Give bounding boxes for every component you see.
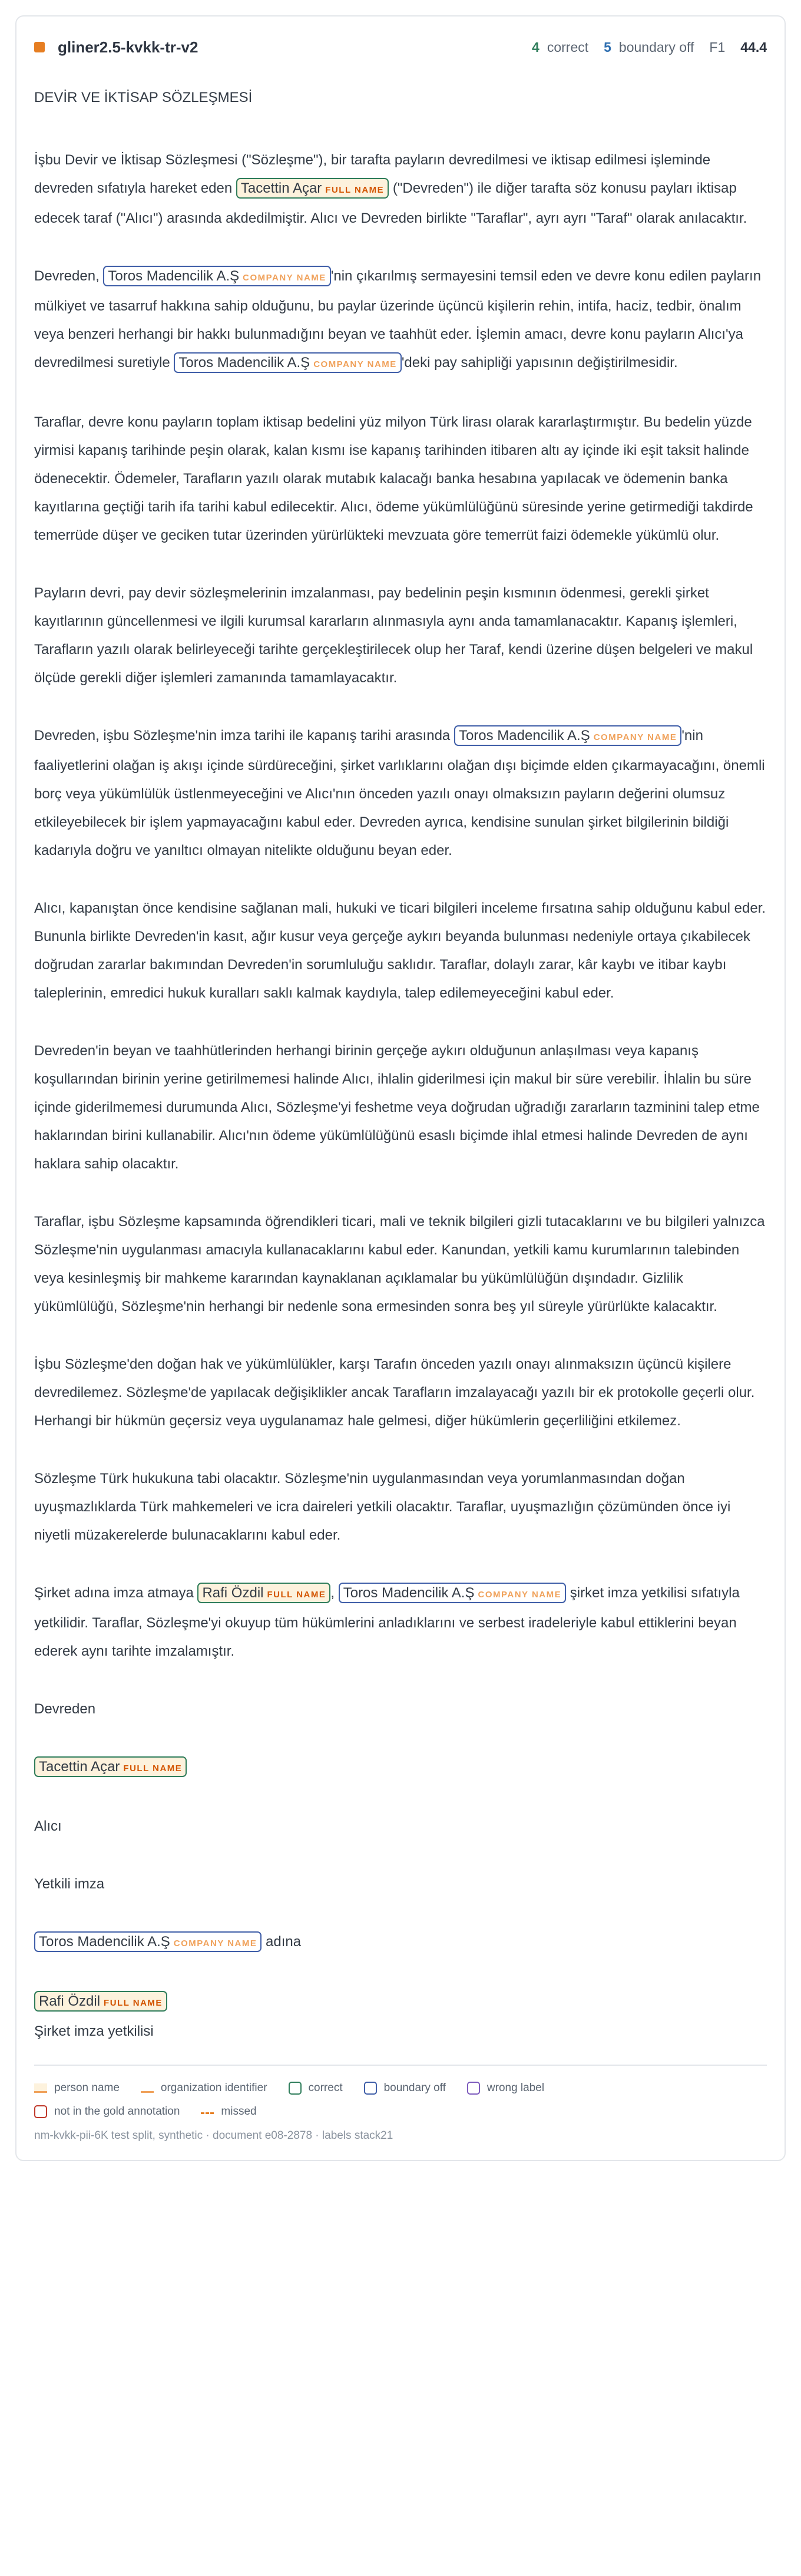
legend-row — [34, 2100, 767, 2123]
legend-label: correct — [308, 2082, 343, 2094]
legend-item-wrong — [467, 2076, 544, 2100]
person-swatch-icon — [34, 2083, 47, 2093]
signature-1 — [34, 1753, 767, 1783]
entity-person-correct[interactable] — [34, 1756, 187, 1777]
text-span: Şirket adına imza atmaya — [34, 1585, 198, 1601]
legend-label: person name — [54, 2082, 120, 2094]
result-card — [15, 15, 786, 2161]
paragraph-1 — [34, 146, 767, 233]
entity-label: COMPANY NAME — [173, 1938, 257, 1948]
legend — [16, 2066, 785, 2123]
paragraph-2 — [34, 262, 767, 379]
text-span: Devreden, işbu Sözleşme'nin imza tarihi ile kapanış tarihi arasında — [34, 728, 454, 744]
text-span: 'nin faaliyetlerini olağan iş akışı içinde sürdüreceğini, şirket varlıklarını olağan dışı biçimde elden çıkarmayacağını, önemli borç veya yükümlülük üstlenmeyeceğini ve Alıcı'nın önceden yazılı onayı olmaksızın payların değerini olumsuz etkileyebilecek bir işlem yapmayacağını kabul eder. Devreden ayrıca, kendisine sunulan şirket bilgilerinin bildiği kadarıyla doğru ve yanıltıcı olmayan nitelikte olduğunu beyan eder. — [34, 728, 765, 858]
card-header — [16, 16, 785, 78]
f1-value: 44.4 — [740, 39, 767, 55]
f1-label: F1 — [709, 39, 726, 55]
legend-item-missed — [201, 2100, 256, 2123]
wrong-box-icon — [467, 2082, 480, 2095]
legend-label: wrong label — [486, 2082, 545, 2094]
paragraph-3: Taraflar, devre konu payların toplam iktisap bedelini yüz milyon Türk lirası olarak kararlaştırmıştır. Bu bedelin yüzde yirmisi kapanış tarihinde peşin olarak, kalan kısmı ise kapanış tarihinden itibaren altı ay içinde iki eşit taksit halinde ödenecektir. Ödemeler, Tarafların yazılı olarak mutabık kalacağı banka hesabına yapılacak ve ödemenin banka kayıtlarına geçtiği tarih ifa tarihi kabul edilecektir. Alıcı, ödeme yükümlülüğünü süresinde yerine getirmediği takdirde temerrüde düşer ve geciken tutar üzerinden yürürlükteki mevzuata göre temerrüt faizi ödemekle yükümlü olur. — [34, 414, 753, 543]
signature-2 — [34, 1928, 767, 1958]
entity-label: COMPANY NAME — [593, 732, 677, 742]
paragraph-11 — [34, 1579, 767, 1666]
entity-org-boundary[interactable] — [339, 1583, 566, 1603]
entity-person-correct[interactable] — [197, 1583, 330, 1603]
signature-yetkili-label: Yetkili imza — [34, 1876, 105, 1892]
text-span: Devreden, — [34, 268, 104, 284]
legend-label: organization identifier — [160, 2082, 267, 2094]
model-name: gliner2.5-kvkk-tr-v2 — [58, 38, 198, 56]
org-swatch-icon — [141, 2083, 154, 2093]
entity-text: Rafi Özdil — [202, 1585, 264, 1601]
model-color-square-icon — [34, 42, 45, 52]
signature-alici-label: Alıcı — [34, 1818, 62, 1834]
signature-3 — [34, 1987, 767, 2017]
boundary-count: 5 — [604, 39, 611, 55]
metrics-summary — [532, 39, 767, 55]
entity-label: FULL NAME — [267, 1590, 326, 1600]
model-title — [34, 38, 198, 57]
paragraph-4: Payların devri, pay devir sözleşmelerinin imzalanması, pay bedelinin peşin kısmının ödenmesi, gerekli şirket kayıtlarının güncellenmesi ve ilgili kurumsal kararların alınmasıyla aynı anda tamamlanacaktır. Kapanış işlemleri, Tarafların yazılı olarak belirleyeceği tarihte gerçekleştirilecek olup her Taraf, kendi üzerine düşen belgeleri ve makul ölçüde gerekli diğer işlemleri zamanında tamamlayacaktır. — [34, 585, 753, 686]
signature-3-role: Şirket imza yetkilisi — [34, 2023, 154, 2039]
text-span: şirket imza yetkilisi sıfatıyla yetkilidir. Taraflar, Sözleşme'yi okuyup tüm hükümlerini anladıklarını ve serbest iradeleriyle kabul ettiklerini beyan ederek aynı tarihte imzalamıştır. — [34, 1585, 740, 1659]
boundary-box-icon — [364, 2082, 377, 2095]
entity-label: COMPANY NAME — [313, 359, 397, 369]
entity-org-boundary[interactable] — [454, 725, 681, 746]
footer-note: nm-kvkk-pii-6K test split, synthetic · document e08-2878 · labels stack21 — [34, 2129, 393, 2142]
legend-row — [34, 2076, 767, 2100]
entity-text: Tacettin Açar — [39, 1759, 120, 1775]
legend-item-not-gold — [34, 2100, 180, 2123]
legend-label: boundary off — [383, 2082, 446, 2094]
paragraph-8: Taraflar, işbu Sözleşme kapsamında öğrendikleri ticari, mali ve teknik bilgileri gizli tutacaklarını ve bu bilgileri yalnızca Sözleşme'nin uygulanması amacıyla kullanacaklarını kabul eder. Kanundan, yetkili kamu kurumlarının talebinden veya kesinleşmiş bir mahkeme kararından kaynaklanan açıklamalar bu yükümlülüğün dışındadır. Gizlilik yükümlülüğü, Sözleşme'nin herhangi bir nedenle sona ermesinden sonra beş yıl süreyle yürürlükte kalacaktır. — [34, 1214, 765, 1315]
entity-text: Toros Madencilik A.Ş — [343, 1585, 475, 1601]
entity-org-boundary[interactable] — [34, 1931, 262, 1952]
correct-label: correct — [547, 39, 589, 55]
paragraph-9: İşbu Sözleşme'den doğan hak ve yükümlülükler, karşı Tarafın önceden yazılı onayı alınmaksızın üçüncü kişilere devredilemez. Sözleşme'de yapılacak değişiklikler ancak Tarafların imzalayacağı yazılı bir ek protokolle geçerli olur. Herhangi bir hükmün geçersiz veya uygulanamaz hale gelmesi, diğer hükümlerin geçerliliğini etkilemez. — [34, 1356, 755, 1429]
entity-org-boundary[interactable] — [103, 266, 330, 286]
entity-person-correct[interactable] — [34, 1991, 167, 2012]
text-span: 'nin çıkarılmış sermayesini temsil eden ve devre konu edilen payların mülkiyet ve tasarruf hakkına sahip olduğunu, bu paylar üzerinde üçüncü kişilerin rehin, intifa, haciz, tedbir, önalım veya benzeri herhangi bir hakkı bulunmadığını beyan ve taahhüt eder. İşlemin amacı, devre konu payların Alıcı'ya devredilmesi suretiyle — [34, 268, 762, 371]
missed-dash-icon — [201, 2110, 214, 2114]
entity-text: Toros Madencilik A.Ş — [178, 355, 310, 371]
entity-label: FULL NAME — [104, 1998, 163, 2008]
document-body — [16, 84, 785, 2046]
text-span: İşbu Devir ve İktisap Sözleşmesi ("Sözleşme"), bir tarafta payların devredilmesi ve iktisap edilmesi işleminde devreden sıfatıyla hareket eden — [34, 152, 711, 196]
entity-text: Toros Madencilik A.Ş — [39, 1934, 170, 1950]
legend-item-person — [34, 2076, 120, 2100]
entity-label: COMPANY NAME — [478, 1590, 562, 1600]
legend-label: missed — [221, 2105, 257, 2118]
entity-text: Rafi Özdil — [39, 1993, 101, 2009]
text-span: , — [330, 1585, 339, 1601]
legend-label: not in the gold annotation — [54, 2105, 180, 2118]
text-span: ("Devreden") ile diğer tarafta söz konusu payları iktisap edecek taraf ("Alıcı") arasında akdedilmiştir. Alıcı ve Devreden birlikte "Taraflar", ayrı ayrı "Taraf" olarak anılacaktır. — [34, 180, 747, 226]
legend-item-correct — [289, 2076, 343, 2100]
entity-text: Toros Madencilik A.Ş — [458, 728, 590, 744]
entity-text: Toros Madencilik A.Ş — [108, 268, 240, 284]
entity-person-correct[interactable] — [236, 178, 389, 199]
text-span: adına — [262, 1934, 302, 1950]
paragraph-6: Alıcı, kapanıştan önce kendisine sağlanan mali, hukuki ve ticari bilgileri inceleme fırsatına sahip olduğunu kabul eder. Bununla birlikte Devreden'in kasıt, ağır kusur veya gerçeğe aykırı beyanda bulunması nedeniyle ortaya çıkabilecek doğrudan zararlar bakımından Devreden'in sorumluluğu saklıdır. Taraflar, dolaylı zarar, kâr kaybı ve itibar kaybı taleplerinin, emredici hukuk kuralları saklı kalmak kaydıyla, talep edilemeyeceğini kabul eder. — [34, 900, 766, 1001]
paragraph-10: Sözleşme Türk hukukuna tabi olacaktır. Sözleşme'nin uygulanmasından veya yorumlanmasından doğan uyuşmazlıklarda Türk mahkemeleri ve icra daireleri yetkili olacaktır. Taraflar, uyuşmazlığın çözümünden önce iyi niyetli müzakerelerde bulunacaklarını kabul eder. — [34, 1471, 731, 1543]
entity-label: FULL NAME — [123, 1763, 183, 1774]
signature-devreden-label: Devreden — [34, 1701, 96, 1717]
paragraph-7: Devreden'in beyan ve taahhütlerinden herhangi birinin gerçeğe aykırı olduğunun anlaşılması veya kapanış koşullarından birinin yerine getirilmemesi halinde Alıcı, ihlalin giderilmesi için makul bir süre verebilir. İhlalin bu süre içinde giderilmemesi durumunda Alıcı, Sözleşme'yi feshetme veya doğrudan uğradığı zararların tazminini talep etme haklarından birini kullanabilir. Alıcı'nın ödeme yükümlülüğünü esaslı biçimde ihlal etmesi halinde Devreden de aynı haklara sahip olacaktır. — [34, 1043, 760, 1172]
legend-item-org — [141, 2076, 267, 2100]
document-title: DEVİR VE İKTİSAP SÖZLEŞMESİ — [34, 90, 253, 105]
entity-label: COMPANY NAME — [243, 273, 326, 283]
paragraph-5 — [34, 722, 767, 865]
correct-count: 4 — [532, 39, 539, 55]
text-span: 'deki pay sahipliği yapısının değiştirilmesidir. — [401, 355, 678, 371]
entity-text: Tacettin Açar — [240, 180, 322, 196]
entity-label: FULL NAME — [325, 185, 385, 195]
not-gold-box-icon — [34, 2105, 47, 2118]
legend-item-boundary — [364, 2076, 446, 2100]
entity-org-boundary[interactable] — [174, 352, 401, 373]
correct-box-icon — [289, 2082, 302, 2095]
boundary-label: boundary off — [618, 39, 694, 55]
